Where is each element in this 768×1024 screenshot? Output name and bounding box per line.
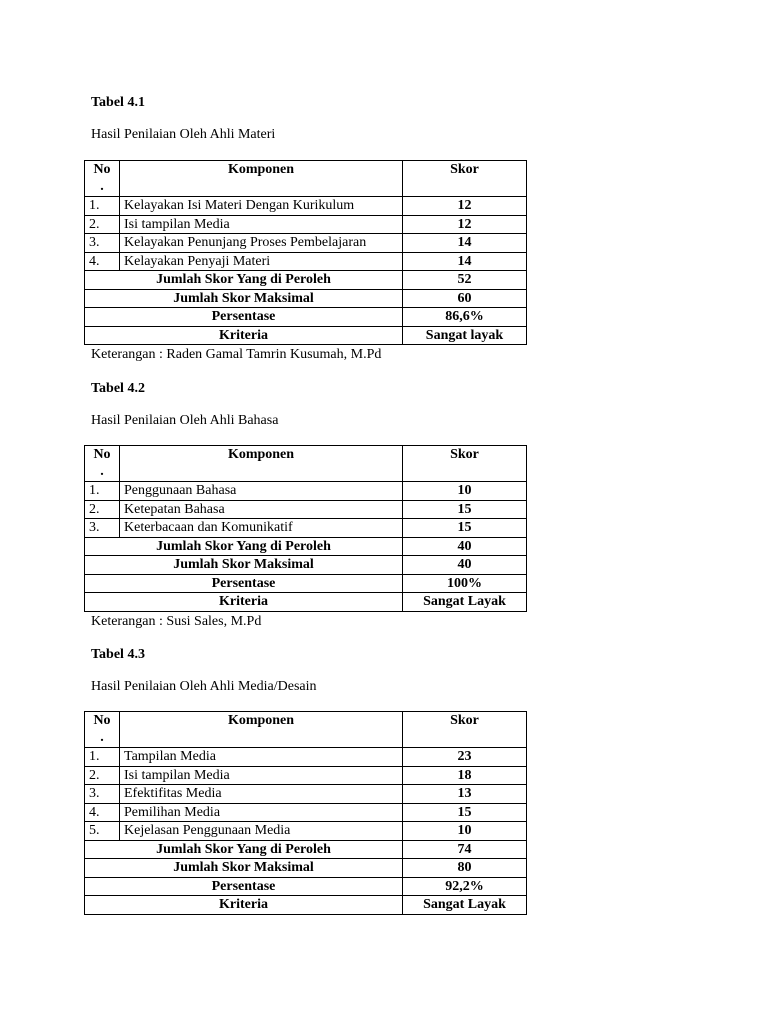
table-caption: Hasil Penilaian Oleh Ahli Media/Desain (91, 679, 317, 694)
summary-label: Kriteria (85, 896, 403, 915)
summary-row-persentase (85, 308, 527, 327)
row-komponen: Keterbacaan dan Komunikatif (120, 519, 403, 538)
summary-row-jumlah (85, 271, 527, 290)
row-skor: 14 (403, 252, 527, 271)
table-title: Tabel 4.3 (91, 647, 145, 662)
summary-value: 92,2% (403, 877, 527, 896)
summary-row-persentase (85, 574, 527, 593)
table-row (85, 252, 527, 271)
table-row (85, 234, 527, 253)
table-header-row (85, 446, 527, 482)
header-komponen: Komponen (120, 712, 403, 748)
table-caption: Hasil Penilaian Oleh Ahli Bahasa (91, 413, 279, 428)
summary-value: Sangat layak (403, 326, 527, 345)
summary-label: Jumlah Skor Yang di Peroleh (85, 537, 403, 556)
row-skor: 23 (403, 748, 527, 767)
summary-row-kriteria (85, 593, 527, 612)
summary-row-kriteria (85, 326, 527, 345)
table-row (85, 785, 527, 804)
summary-label: Persentase (85, 877, 403, 896)
row-number: 3. (85, 519, 120, 538)
table-note: Keterangan : Raden Gamal Tamrin Kusumah, M.Pd (91, 347, 382, 362)
summary-value: 74 (403, 840, 527, 859)
summary-label: Jumlah Skor Maksimal (85, 859, 403, 878)
table-row (85, 822, 527, 841)
row-number: 4. (85, 252, 120, 271)
table-ahli-bahasa (84, 445, 527, 612)
row-skor: 15 (403, 519, 527, 538)
table-header-row (85, 712, 527, 748)
table-2-heading (91, 380, 551, 430)
table-row (85, 766, 527, 785)
header-no: No . (85, 446, 120, 482)
header-no: No . (85, 161, 120, 197)
header-skor: Skor (403, 161, 527, 197)
row-komponen: Ketepatan Bahasa (120, 500, 403, 519)
summary-row-maksimal (85, 556, 527, 575)
row-komponen: Kelayakan Isi Materi Dengan Kurikulum (120, 197, 403, 216)
table-caption: Hasil Penilaian Oleh Ahli Materi (91, 127, 276, 142)
table-title: Tabel 4.1 (91, 95, 145, 110)
row-skor: 14 (403, 234, 527, 253)
summary-label: Kriteria (85, 326, 403, 345)
table-row (85, 748, 527, 767)
header-komponen: Komponen (120, 161, 403, 197)
table-row (85, 803, 527, 822)
header-komponen: Komponen (120, 446, 403, 482)
summary-row-maksimal (85, 289, 527, 308)
table-row (85, 519, 527, 538)
row-number: 3. (85, 785, 120, 804)
summary-row-persentase (85, 877, 527, 896)
row-skor: 12 (403, 215, 527, 234)
row-komponen: Kelayakan Penunjang Proses Pembelajaran (120, 234, 403, 253)
summary-label: Persentase (85, 574, 403, 593)
row-number: 1. (85, 748, 120, 767)
table-3-heading (91, 646, 551, 696)
row-skor: 15 (403, 500, 527, 519)
table-row (85, 500, 527, 519)
summary-label: Jumlah Skor Maksimal (85, 289, 403, 308)
table-row (85, 482, 527, 501)
row-number: 2. (85, 500, 120, 519)
table-title: Tabel 4.2 (91, 381, 145, 396)
summary-value: Sangat Layak (403, 896, 527, 915)
summary-label: Jumlah Skor Yang di Peroleh (85, 271, 403, 290)
header-skor: Skor (403, 712, 527, 748)
row-komponen: Penggunaan Bahasa (120, 482, 403, 501)
table-1-heading (91, 94, 551, 144)
table-note: Keterangan : Susi Sales, M.Pd (91, 614, 262, 629)
header-no: No . (85, 712, 120, 748)
summary-row-jumlah (85, 840, 527, 859)
row-skor: 10 (403, 822, 527, 841)
row-skor: 18 (403, 766, 527, 785)
summary-row-maksimal (85, 859, 527, 878)
table-ahli-materi (84, 160, 527, 345)
row-komponen: Kejelasan Penggunaan Media (120, 822, 403, 841)
summary-row-jumlah (85, 537, 527, 556)
row-skor: 12 (403, 197, 527, 216)
table-ahli-media (84, 711, 527, 915)
summary-label: Kriteria (85, 593, 403, 612)
row-number: 5. (85, 822, 120, 841)
summary-value: 86,6% (403, 308, 527, 327)
row-komponen: Isi tampilan Media (120, 766, 403, 785)
table-row (85, 197, 527, 216)
summary-row-kriteria (85, 896, 527, 915)
summary-value: 40 (403, 556, 527, 575)
row-komponen: Tampilan Media (120, 748, 403, 767)
summary-value: 52 (403, 271, 527, 290)
summary-value: 40 (403, 537, 527, 556)
summary-label: Jumlah Skor Maksimal (85, 556, 403, 575)
row-komponen: Kelayakan Penyaji Materi (120, 252, 403, 271)
row-skor: 10 (403, 482, 527, 501)
row-number: 3. (85, 234, 120, 253)
table-row (85, 215, 527, 234)
row-skor: 15 (403, 803, 527, 822)
row-skor: 13 (403, 785, 527, 804)
table-header-row (85, 161, 527, 197)
row-komponen: Isi tampilan Media (120, 215, 403, 234)
row-komponen: Efektifitas Media (120, 785, 403, 804)
row-number: 4. (85, 803, 120, 822)
row-komponen: Pemilihan Media (120, 803, 403, 822)
row-number: 2. (85, 215, 120, 234)
row-number: 2. (85, 766, 120, 785)
row-number: 1. (85, 197, 120, 216)
summary-value: Sangat Layak (403, 593, 527, 612)
summary-label: Persentase (85, 308, 403, 327)
summary-value: 100% (403, 574, 527, 593)
summary-label: Jumlah Skor Yang di Peroleh (85, 840, 403, 859)
summary-value: 60 (403, 289, 527, 308)
summary-value: 80 (403, 859, 527, 878)
row-number: 1. (85, 482, 120, 501)
header-skor: Skor (403, 446, 527, 482)
